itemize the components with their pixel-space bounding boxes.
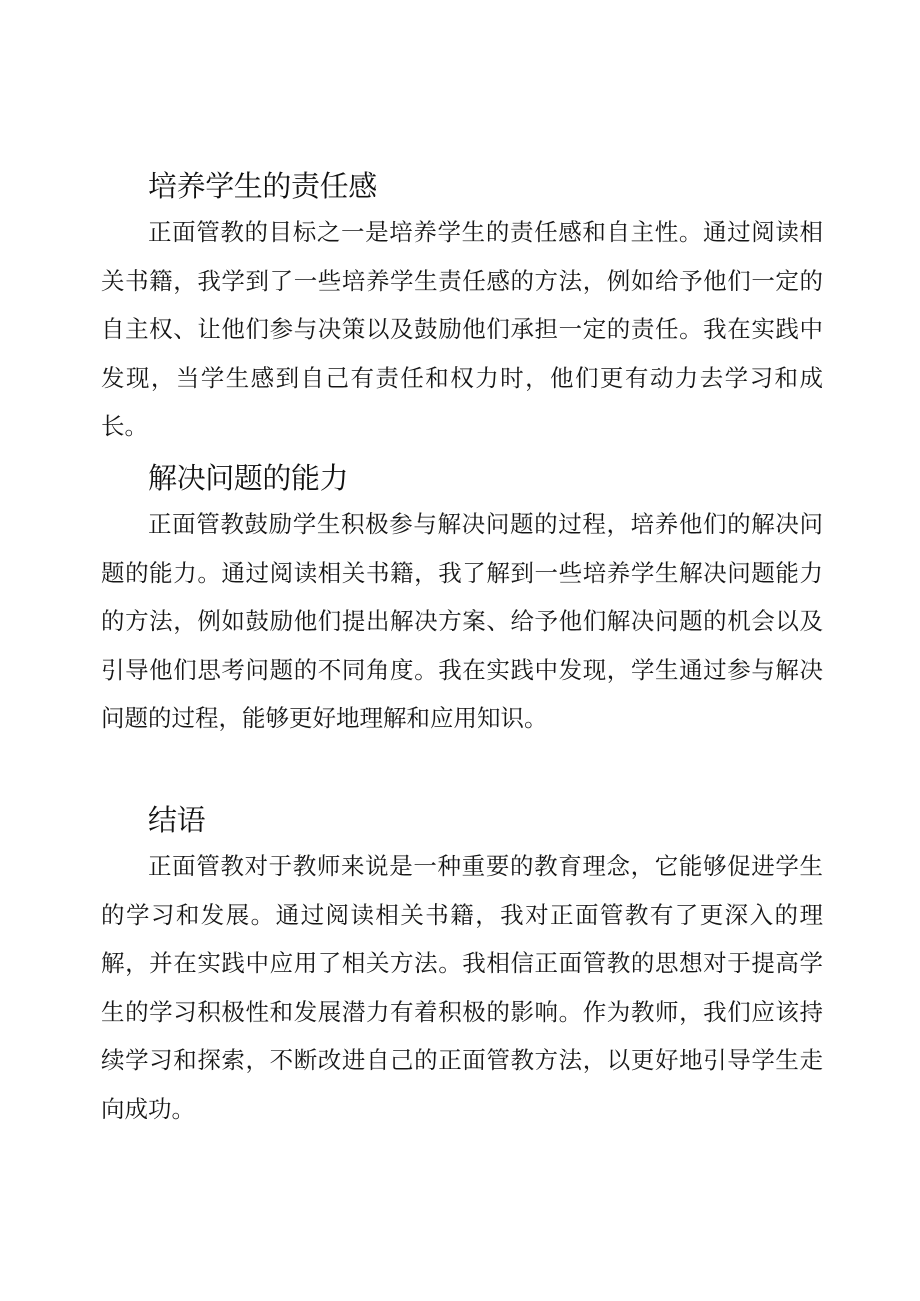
section-heading: 解决问题的能力 [148,461,349,495]
section-heading: 培养学生的责任感 [148,169,377,203]
section-conclusion [101,798,823,1133]
section-heading: 结语 [148,803,206,837]
section-paragraph: 正面管教鼓励学生积极参与解决问题的过程，培养他们的解决问题的能力。通过阅读相关书籍，我了解到一些培养学生解决问题能力的方法，例如鼓励他们提出解决方案、给予他们解决问题的机会以及引导他们思考问题的不同角度。我在实践中发现，学生通过参与解决问题的过程，能够更好地理解和应用知识。 [101,510,823,732]
section-paragraph: 正面管教对于教师来说是一种重要的教育理念，它能够促进学生的学习和发展。通过阅读相关书籍，我对正面管教有了更深入的理解，并在实践中应用了相关方法。我相信正面管教的思想对于提高学生的学习积极性和发展潜力有着积极的影响。作为教师，我们应该持续学习和探索，不断改进自己的正面管教方法，以更好地引导学生走向成功。 [101,852,823,1123]
section-paragraph: 正面管教的目标之一是培养学生的责任感和自主性。通过阅读相关书籍，我学到了一些培养学生责任感的方法，例如给予他们一定的自主权、让他们参与决策以及鼓励他们承担一定的责任。我在实践中发现，当学生感到自己有责任和权力时，他们更有动力去学习和成长。 [101,218,823,440]
section-problem-solving [101,456,823,743]
section-responsibility [101,164,823,451]
